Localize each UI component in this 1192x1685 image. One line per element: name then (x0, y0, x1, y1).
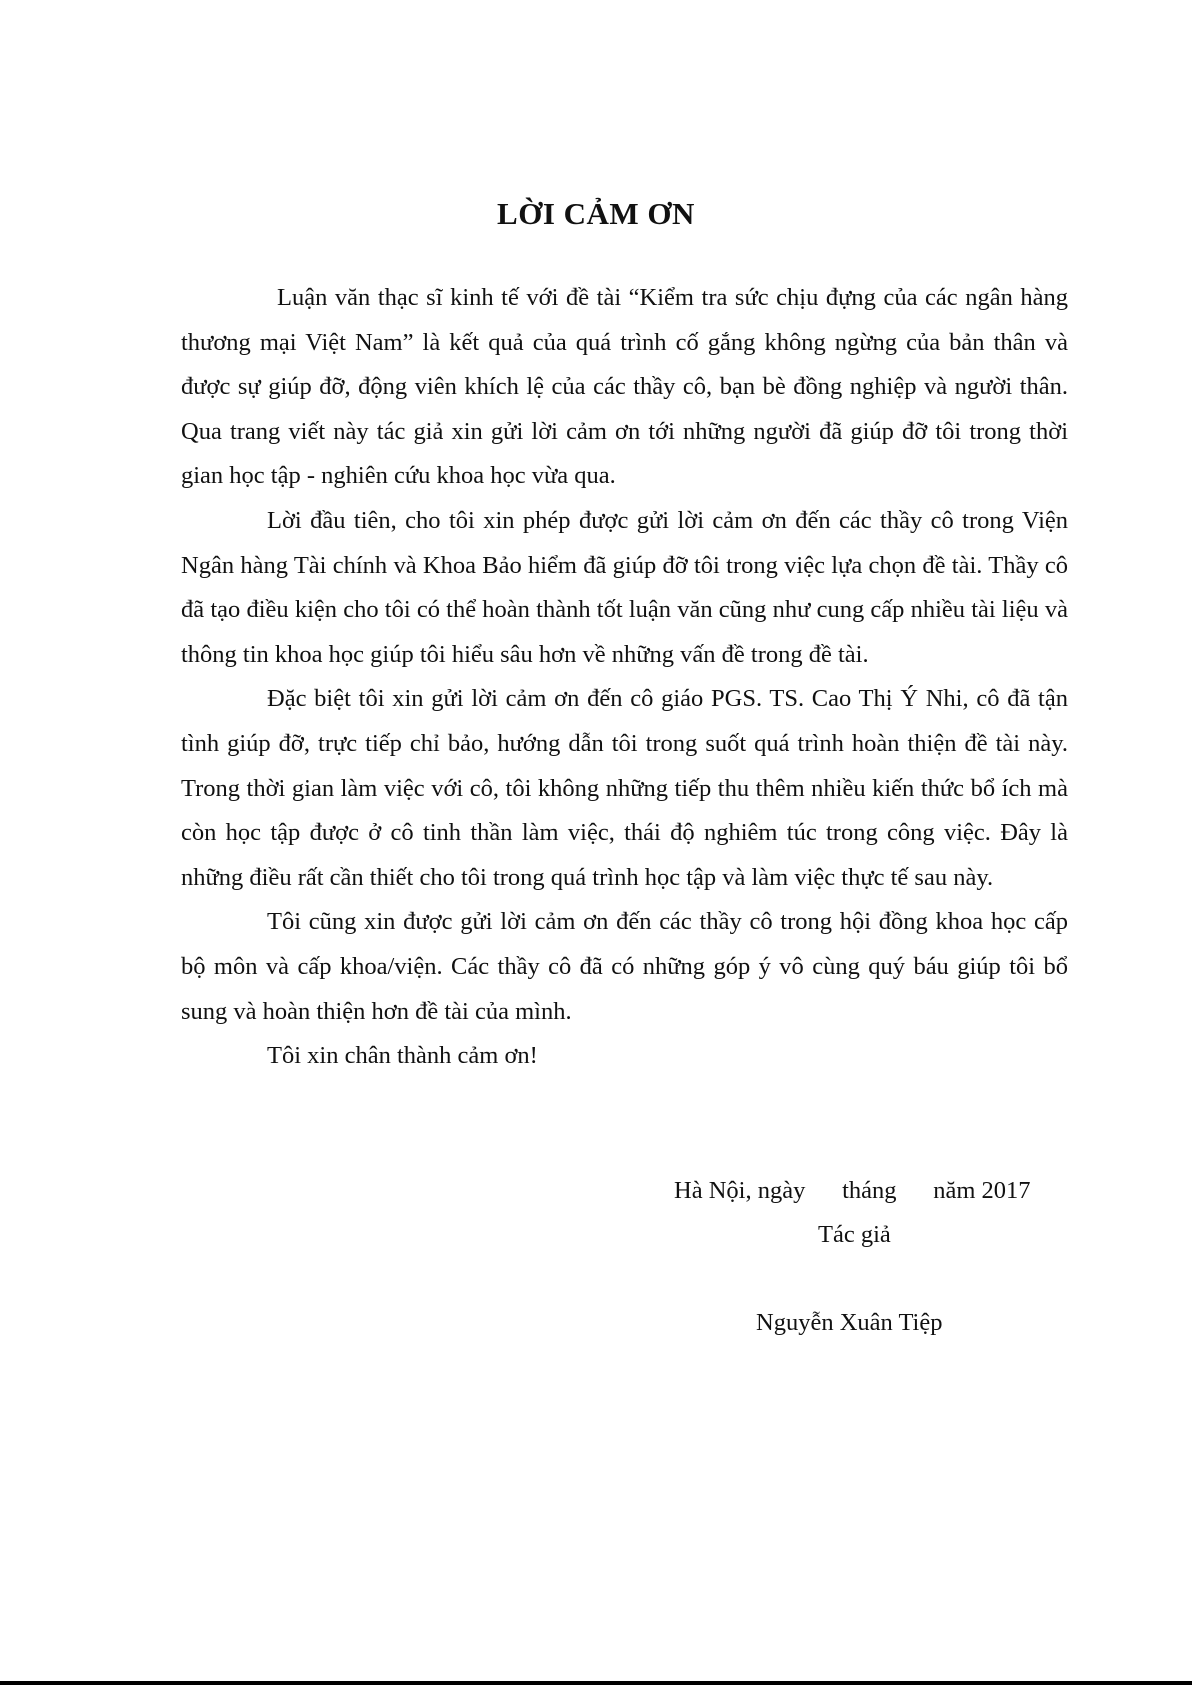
paragraph-2: Lời đầu tiên, cho tôi xin phép được gửi lời cảm ơn đến các thầy cô trong Viện Ngân hàng Tài chính và Khoa Bảo hiểm đã giúp đỡ tôi trong việc lựa chọn đề tài. Thầy cô đã tạo điều kiện cho tôi có thể hoàn thành tốt luận văn cũng như cung cấp nhiều tài liệu và thông tin khoa học giúp tôi hiểu sâu hơn về những vấn đề trong đề tài. (181, 506, 1068, 668)
signature-place-date: Hà Nội, ngày tháng năm 2017 (674, 1177, 1031, 1204)
paragraph-1: Luận văn thạc sĩ kinh tế với đề tài “Kiểm tra sức chịu đựng của các ngân hàng thương mại Việt Nam” là kết quả của quá trình cố gắng không ngừng của bản thân và được sự giúp đỡ, động viên khích lệ của các thầy cô, bạn bè đồng nghiệp và người thân. Qua trang viết này tác giả xin gửi lời cảm ơn tới những người đã giúp đỡ tôi trong thời gian học tập - nghiên cứu khoa học vừa qua. (181, 284, 1068, 490)
paragraph-4: Tôi cũng xin được gửi lời cảm ơn đến các thầy cô trong hội đồng khoa học cấp bộ môn và cấp khoa/viện. Các thầy cô đã có những góp ý vô cùng quý báu giúp tôi bổ sung và hoàn thiện hơn đề tài của mình. (181, 908, 1068, 1025)
page-bottom-border (0, 1681, 1192, 1685)
signature-name: Nguyễn Xuân Tiệp (756, 1309, 943, 1336)
paragraph-3: Đặc biệt tôi xin gửi lời cảm ơn đến cô giáo PGS. TS. Cao Thị Ý Nhi, cô đã tận tình giúp đỡ, trực tiếp chỉ bảo, hướng dẫn tôi trong suốt quá trình hoàn thiện đề tài này. Trong thời gian làm việc với cô, tôi không những tiếp thu thêm nhiều kiến thức bổ ích mà còn học tập được ở cô tinh thần làm việc, thái độ nghiêm túc trong công việc. Đây là những điều rất cần thiết cho tôi trong quá trình học tập và làm việc thực tế sau này. (181, 685, 1068, 891)
body-text (181, 276, 1068, 1079)
signature-role: Tác giả (818, 1221, 891, 1248)
page-title: LỜI CẢM ƠN (497, 196, 695, 231)
closing-line: Tôi xin chân thành cảm ơn! (267, 1042, 538, 1070)
